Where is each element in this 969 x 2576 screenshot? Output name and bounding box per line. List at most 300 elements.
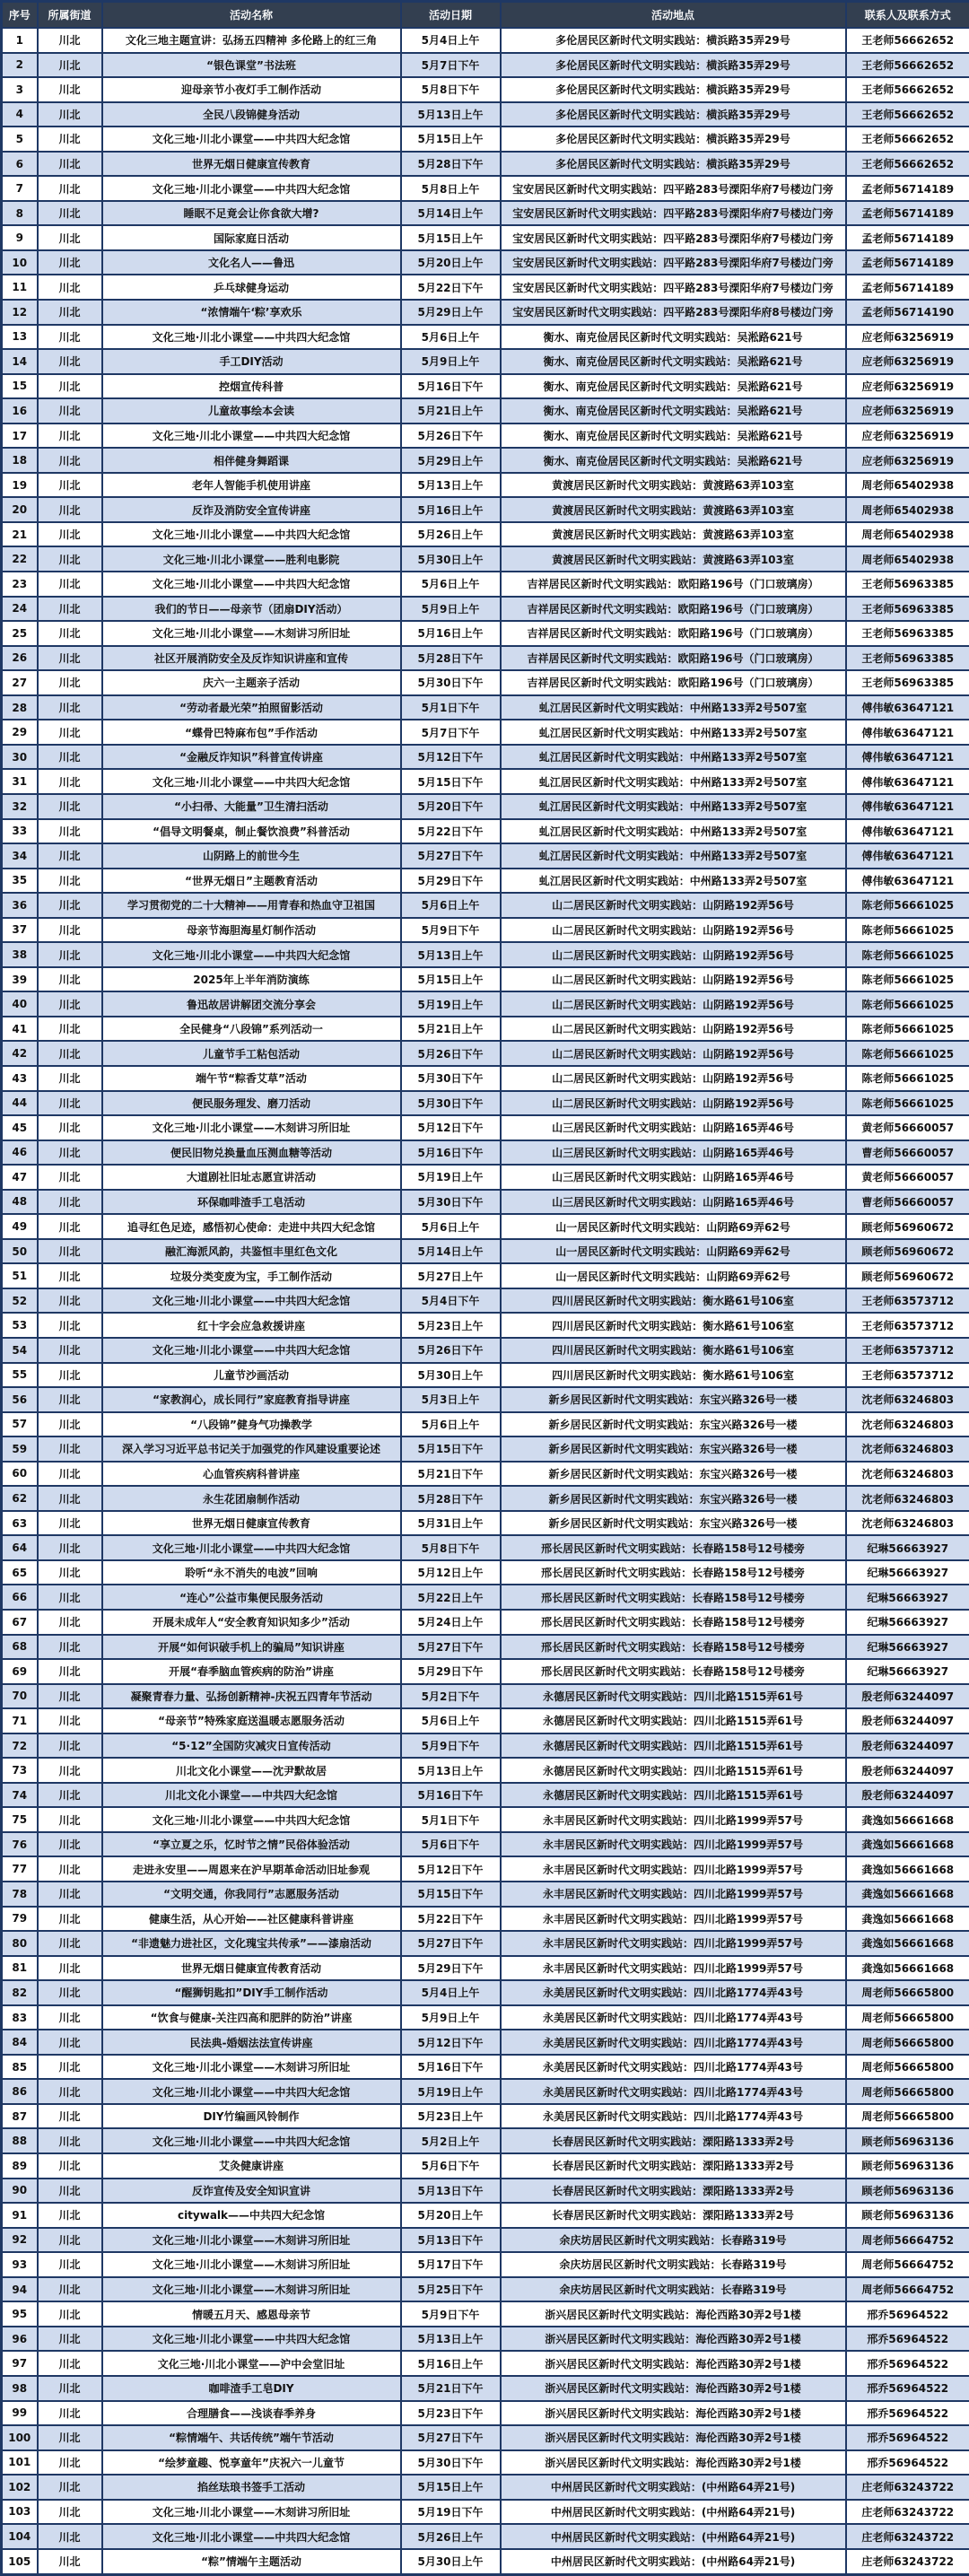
cell-street: 川北 xyxy=(38,1017,102,1042)
cell-location: 宝安居民区新时代文明实践站：四平路283号溧阳华府7号楼边门旁 xyxy=(501,176,846,201)
table-row xyxy=(2,1313,969,1338)
cell-date: 5月13日下午 xyxy=(401,2228,501,2253)
cell-location: 多伦居民区新时代文明实践站：横浜路35弄29号 xyxy=(501,53,846,78)
cell-location: 四川居民区新时代文明实践站：衡水路61号106室 xyxy=(501,1338,846,1363)
cell-no: 50 xyxy=(2,1239,38,1264)
cell-street: 川北 xyxy=(38,176,102,201)
cell-no: 84 xyxy=(2,2030,38,2055)
cell-location: 永丰居民区新时代文明实践站：四川北路1999弄57号 xyxy=(501,1807,846,1832)
cell-no: 32 xyxy=(2,794,38,819)
cell-contact: 顾老师56963136 xyxy=(846,2179,969,2204)
cell-activity-name: 合理膳食——浅谈春季养身 xyxy=(102,2401,401,2426)
cell-no: 97 xyxy=(2,2351,38,2376)
cell-date: 5月8日下午 xyxy=(401,77,501,102)
table-row xyxy=(2,349,969,374)
cell-no: 42 xyxy=(2,1041,38,1066)
cell-contact: 陈老师56661025 xyxy=(846,991,969,1017)
cell-date: 5月7日下午 xyxy=(401,720,501,745)
cell-location: 邢长居民区新时代文明实践站：长春路158号12号楼旁 xyxy=(501,1635,846,1660)
cell-street: 川北 xyxy=(38,2203,102,2228)
cell-contact: 沈老师63246803 xyxy=(846,1412,969,1437)
cell-date: 5月6日上午 xyxy=(401,1214,501,1239)
cell-date: 5月13日上午 xyxy=(401,942,501,967)
cell-activity-name: 文化三地·川北小课堂——木刻讲习所旧址 xyxy=(102,2500,401,2525)
cell-street: 川北 xyxy=(38,1462,102,1487)
cell-no: 48 xyxy=(2,1190,38,1215)
cell-date: 5月22日下午 xyxy=(401,1907,501,1932)
cell-location: 新乡居民区新时代文明实践站：东宝兴路326号一楼 xyxy=(501,1511,846,1536)
table-row xyxy=(2,2401,969,2426)
cell-activity-name: 文化三地主题宣讲：弘扬五四精神 多伦路上的红三角 xyxy=(102,28,401,53)
cell-activity-name: 聆听“永不消失的电波”回响 xyxy=(102,1560,401,1585)
cell-location: 永丰居民区新时代文明实践站：四川北路1999弄57号 xyxy=(501,1882,846,1907)
cell-street: 川北 xyxy=(38,1239,102,1264)
cell-date: 5月27日下午 xyxy=(401,1931,501,1956)
table-row xyxy=(2,843,969,869)
cell-date: 5月13日上午 xyxy=(401,1758,501,1783)
cell-street: 川北 xyxy=(38,1783,102,1808)
cell-street: 川北 xyxy=(38,374,102,399)
cell-date: 5月9日上午 xyxy=(401,349,501,374)
cell-activity-name: 文化三地·川北小课堂——中共四大纪念馆 xyxy=(102,127,401,152)
table-row xyxy=(2,670,969,695)
cell-activity-name: 文化三地·川北小课堂——木刻讲习所旧址 xyxy=(102,2277,401,2302)
cell-contact: 庄老师63243722 xyxy=(846,2549,969,2575)
cell-location: 邢长居民区新时代文明实践站：长春路158号12号楼旁 xyxy=(501,1585,846,1610)
cell-no: 2 xyxy=(2,53,38,78)
cell-date: 5月9日下午 xyxy=(401,2301,501,2327)
cell-street: 川北 xyxy=(38,1486,102,1511)
cell-activity-name: 全民健身“八段锦”系列活动一 xyxy=(102,1017,401,1042)
table-header xyxy=(2,2,969,29)
cell-location: 中州居民区新时代文明实践站：(中州路64弄21号) xyxy=(501,2549,846,2575)
cell-activity-name: 文化名人——鲁迅 xyxy=(102,250,401,275)
table-row xyxy=(2,1165,969,1190)
table-row xyxy=(2,176,969,201)
cell-location: 长春居民区新时代文明实践站：溧阳路1333弄2号 xyxy=(501,2153,846,2179)
cell-location: 黄渡居民区新时代文明实践站：黄渡路63弄103室 xyxy=(501,522,846,547)
cell-activity-name: 儿童节手工粘包活动 xyxy=(102,1041,401,1066)
cell-street: 川北 xyxy=(38,2079,102,2104)
table-row xyxy=(2,1066,969,1091)
table-row xyxy=(2,1140,969,1166)
cell-street: 川北 xyxy=(38,843,102,869)
cell-date: 5月12日下午 xyxy=(401,1115,501,1140)
cell-date: 5月20日上午 xyxy=(401,250,501,275)
cell-activity-name: 文化三地·川北小课堂——中共四大纪念馆 xyxy=(102,572,401,597)
cell-activity-name: 便民旧物兑换量血压测血糖等活动 xyxy=(102,1140,401,1166)
table-row xyxy=(2,325,969,350)
column-header-date: 活动日期 xyxy=(401,2,501,29)
cell-activity-name: 2025年上半年消防演练 xyxy=(102,967,401,992)
cell-location: 四川居民区新时代文明实践站：衡水路61号106室 xyxy=(501,1288,846,1314)
table-row xyxy=(2,2030,969,2055)
cell-activity-name: 咖啡渣手工皂DIY xyxy=(102,2376,401,2401)
table-row xyxy=(2,152,969,177)
cell-location: 中州居民区新时代文明实践站：(中州路64弄21号) xyxy=(501,2475,846,2500)
cell-contact: 龚逸如56661668 xyxy=(846,1807,969,1832)
cell-date: 5月15日下午 xyxy=(401,769,501,794)
cell-location: 邢长居民区新时代文明实践站：长春路158号12号楼旁 xyxy=(501,1560,846,1585)
cell-activity-name: 迎母亲节小夜灯手工制作活动 xyxy=(102,77,401,102)
cell-date: 5月28日下午 xyxy=(401,646,501,671)
cell-activity-name: 文化三地·川北小课堂——木刻讲习所旧址 xyxy=(102,2228,401,2253)
table-row xyxy=(2,2079,969,2104)
cell-street: 川北 xyxy=(38,2277,102,2302)
table-row xyxy=(2,2179,969,2204)
cell-activity-name: “醒狮钥匙扣”DIY手工制作活动 xyxy=(102,1980,401,2005)
cell-no: 92 xyxy=(2,2228,38,2253)
cell-location: 四川居民区新时代文明实践站：衡水路61号106室 xyxy=(501,1363,846,1388)
cell-no: 11 xyxy=(2,275,38,300)
cell-no: 64 xyxy=(2,1535,38,1560)
cell-street: 川北 xyxy=(38,1066,102,1091)
cell-activity-name: 世界无烟日健康宣传教育活动 xyxy=(102,1956,401,1981)
cell-date: 5月26日下午 xyxy=(401,1041,501,1066)
cell-activity-name: 开展未成年人“安全教育知识知多少”活动 xyxy=(102,1610,401,1635)
cell-contact: 陈老师56661025 xyxy=(846,918,969,943)
table-row xyxy=(2,1882,969,1907)
cell-location: 永美居民区新时代文明实践站：四川北路1774弄43号 xyxy=(501,2030,846,2055)
cell-location: 虬江居民区新时代文明实践站：中州路133弄2号507室 xyxy=(501,843,846,869)
cell-street: 川北 xyxy=(38,1535,102,1560)
cell-street: 川北 xyxy=(38,398,102,424)
cell-no: 67 xyxy=(2,1610,38,1635)
cell-activity-name: “浓情端午‘粽’享欢乐 xyxy=(102,300,401,325)
cell-date: 5月30日下午 xyxy=(401,2450,501,2476)
cell-date: 5月4日上午 xyxy=(401,28,501,53)
cell-no: 105 xyxy=(2,2549,38,2575)
cell-contact: 王老师56662652 xyxy=(846,102,969,127)
cell-date: 5月1日下午 xyxy=(401,1807,501,1832)
cell-location: 多伦居民区新时代文明实践站：横浜路35弄29号 xyxy=(501,28,846,53)
table-row xyxy=(2,250,969,275)
cell-contact: 陈老师56661025 xyxy=(846,942,969,967)
cell-no: 38 xyxy=(2,942,38,967)
cell-activity-name: 鲁迅故居讲解团交流分享会 xyxy=(102,991,401,1017)
cell-activity-name: 垃圾分类变废为宝，手工制作活动 xyxy=(102,1263,401,1288)
cell-location: 永丰居民区新时代文明实践站：四川北路1999弄57号 xyxy=(501,1956,846,1981)
cell-no: 75 xyxy=(2,1807,38,1832)
cell-street: 川北 xyxy=(38,53,102,78)
cell-date: 5月26日下午 xyxy=(401,424,501,449)
cell-location: 四川居民区新时代文明实践站：衡水路61号106室 xyxy=(501,1313,846,1338)
cell-location: 浙兴居民区新时代文明实践站：海伦西路30弄2号1楼 xyxy=(501,2376,846,2401)
cell-activity-name: 手工DIY活动 xyxy=(102,349,401,374)
cell-date: 5月16日下午 xyxy=(401,2055,501,2080)
cell-activity-name: 文化三地·川北小课堂——中共四大纪念馆 xyxy=(102,1807,401,1832)
cell-location: 山三居民区新时代文明实践站：山阴路165弄46号 xyxy=(501,1165,846,1190)
cell-date: 5月30日上午 xyxy=(401,2549,501,2575)
cell-no: 63 xyxy=(2,1511,38,1536)
cell-street: 川北 xyxy=(38,325,102,350)
cell-activity-name: 控烟宣传科普 xyxy=(102,374,401,399)
cell-contact: 应老师63256919 xyxy=(846,374,969,399)
cell-location: 永美居民区新时代文明实践站：四川北路1774弄43号 xyxy=(501,2055,846,2080)
cell-no: 3 xyxy=(2,77,38,102)
cell-no: 29 xyxy=(2,720,38,745)
cell-street: 川北 xyxy=(38,2351,102,2376)
cell-date: 5月27日上午 xyxy=(401,1263,501,1288)
cell-street: 川北 xyxy=(38,819,102,844)
cell-activity-name: 开展“如何识破手机上的骗局”知识讲座 xyxy=(102,1635,401,1660)
cell-street: 川北 xyxy=(38,546,102,572)
cell-no: 28 xyxy=(2,695,38,720)
table-body xyxy=(2,28,969,2575)
cell-location: 永美居民区新时代文明实践站：四川北路1774弄43号 xyxy=(501,2079,846,2104)
cell-street: 川北 xyxy=(38,1585,102,1610)
cell-date: 5月14日上午 xyxy=(401,201,501,226)
cell-no: 47 xyxy=(2,1165,38,1190)
cell-no: 10 xyxy=(2,250,38,275)
cell-activity-name: DIY竹编画风铃制作 xyxy=(102,2104,401,2129)
cell-no: 14 xyxy=(2,349,38,374)
cell-date: 5月14日上午 xyxy=(401,1239,501,1264)
cell-no: 21 xyxy=(2,522,38,547)
table-row xyxy=(2,2128,969,2153)
cell-contact: 沈老师63246803 xyxy=(846,1387,969,1412)
cell-contact: 周老师56664752 xyxy=(846,2252,969,2277)
cell-location: 黄渡居民区新时代文明实践站：黄渡路63弄103室 xyxy=(501,473,846,498)
table-row xyxy=(2,1783,969,1808)
cell-street: 川北 xyxy=(38,1436,102,1462)
cell-date: 5月27日下午 xyxy=(401,1635,501,1660)
table-row xyxy=(2,102,969,127)
cell-date: 5月16日下午 xyxy=(401,1783,501,1808)
cell-contact: 顾老师56960672 xyxy=(846,1214,969,1239)
cell-location: 永美居民区新时代文明实践站：四川北路1774弄43号 xyxy=(501,2005,846,2030)
cell-location: 衡水、南克俭居民区新时代文明实践站：吴淞路621号 xyxy=(501,325,846,350)
cell-activity-name: 川北文化小课堂——沈尹默故居 xyxy=(102,1758,401,1783)
cell-no: 89 xyxy=(2,2153,38,2179)
cell-location: 山一居民区新时代文明实践站：山阴路69弄62号 xyxy=(501,1263,846,1288)
cell-activity-name: 文化三地·川北小课堂——中共四大纪念馆 xyxy=(102,522,401,547)
cell-location: 多伦居民区新时代文明实践站：横浜路35弄29号 xyxy=(501,152,846,177)
cell-date: 5月6日上午 xyxy=(401,325,501,350)
cell-activity-name: 川北文化小课堂——中共四大纪念馆 xyxy=(102,1783,401,1808)
cell-date: 5月6日下午 xyxy=(401,2153,501,2179)
cell-activity-name: 健康生活，从心开始——社区健康科普讲座 xyxy=(102,1907,401,1932)
cell-street: 川北 xyxy=(38,1907,102,1932)
table-row xyxy=(2,1462,969,1487)
cell-contact: 殷老师63244097 xyxy=(846,1758,969,1783)
cell-location: 山二居民区新时代文明实践站：山阴路192弄56号 xyxy=(501,1017,846,1042)
cell-no: 53 xyxy=(2,1313,38,1338)
cell-contact: 纪琳56663927 xyxy=(846,1560,969,1585)
cell-location: 浙兴居民区新时代文明实践站：海伦西路30弄2号1楼 xyxy=(501,2450,846,2476)
cell-location: 余庆坊居民区新时代文明实践站：长春路319号 xyxy=(501,2228,846,2253)
cell-street: 川北 xyxy=(38,275,102,300)
cell-location: 多伦居民区新时代文明实践站：横浜路35弄29号 xyxy=(501,102,846,127)
table-row xyxy=(2,1956,969,1981)
column-header-no: 序号 xyxy=(2,2,38,29)
cell-contact: 周老师56665800 xyxy=(846,2104,969,2129)
cell-street: 川北 xyxy=(38,720,102,745)
cell-date: 5月15日上午 xyxy=(401,2475,501,2500)
cell-date: 5月29日上午 xyxy=(401,300,501,325)
cell-activity-name: “金融反诈知识”科普宣传讲座 xyxy=(102,745,401,770)
cell-activity-name: “5·12”全国防灾减灾日宣传活动 xyxy=(102,1733,401,1759)
cell-date: 5月20日上午 xyxy=(401,2203,501,2228)
cell-street: 川北 xyxy=(38,1610,102,1635)
cell-activity-name: 便民服务理发、磨刀活动 xyxy=(102,1091,401,1116)
cell-activity-name: “世界无烟日”主题教育活动 xyxy=(102,869,401,894)
cell-location: 虬江居民区新时代文明实践站：中州路133弄2号507室 xyxy=(501,695,846,720)
table-row xyxy=(2,2524,969,2549)
cell-contact: 纪琳56663927 xyxy=(846,1635,969,1660)
table-row xyxy=(2,2450,969,2476)
cell-contact: 周老师65402938 xyxy=(846,497,969,522)
cell-contact: 孟老师56714189 xyxy=(846,201,969,226)
cell-contact: 周老师56665800 xyxy=(846,1980,969,2005)
cell-activity-name: 文化三地·川北小课堂——中共四大纪念馆 xyxy=(102,424,401,449)
cell-no: 52 xyxy=(2,1288,38,1314)
cell-contact: 傅伟敏63647121 xyxy=(846,843,969,869)
cell-contact: 王老师56963385 xyxy=(846,670,969,695)
cell-no: 36 xyxy=(2,893,38,918)
cell-date: 5月13日下午 xyxy=(401,2179,501,2204)
cell-street: 川北 xyxy=(38,597,102,622)
cell-no: 103 xyxy=(2,2500,38,2525)
cell-date: 5月19日上午 xyxy=(401,2079,501,2104)
cell-date: 5月29日下午 xyxy=(401,869,501,894)
cell-location: 山三居民区新时代文明实践站：山阴路165弄46号 xyxy=(501,1190,846,1215)
cell-date: 5月6日上午 xyxy=(401,1708,501,1733)
cell-activity-name: “八段锦”健身气功操教学 xyxy=(102,1412,401,1437)
cell-contact: 黄老师56660057 xyxy=(846,1165,969,1190)
cell-date: 5月25日下午 xyxy=(401,2277,501,2302)
table-row xyxy=(2,2153,969,2179)
cell-date: 5月31日上午 xyxy=(401,1511,501,1536)
cell-contact: 龚逸如56661668 xyxy=(846,1856,969,1882)
cell-street: 川北 xyxy=(38,424,102,449)
cell-street: 川北 xyxy=(38,769,102,794)
cell-street: 川北 xyxy=(38,1387,102,1412)
cell-date: 5月12日下午 xyxy=(401,1856,501,1882)
cell-location: 衡水、南克俭居民区新时代文明实践站：吴淞路621号 xyxy=(501,398,846,424)
table-row xyxy=(2,424,969,449)
cell-contact: 邢乔56964522 xyxy=(846,2301,969,2327)
cell-street: 川北 xyxy=(38,1288,102,1314)
table-row xyxy=(2,1807,969,1832)
cell-contact: 陈老师56661025 xyxy=(846,1017,969,1042)
cell-activity-name: 文化三地·川北小课堂——木刻讲习所旧址 xyxy=(102,2055,401,2080)
cell-contact: 傅伟敏63647121 xyxy=(846,720,969,745)
cell-date: 5月8日上午 xyxy=(401,176,501,201)
cell-location: 吉祥居民区新时代文明实践站：欧阳路196号（门口玻璃房） xyxy=(501,646,846,671)
cell-date: 5月30日下午 xyxy=(401,1091,501,1116)
cell-location: 山二居民区新时代文明实践站：山阴路192弄56号 xyxy=(501,1066,846,1091)
cell-contact: 王老师56662652 xyxy=(846,127,969,152)
cell-street: 川北 xyxy=(38,942,102,967)
cell-contact: 傅伟敏63647121 xyxy=(846,819,969,844)
cell-no: 76 xyxy=(2,1832,38,1857)
table-row xyxy=(2,1980,969,2005)
table-row xyxy=(2,918,969,943)
cell-activity-name: “劳动者最光荣”拍照留影活动 xyxy=(102,695,401,720)
table-row xyxy=(2,2475,969,2500)
cell-street: 川北 xyxy=(38,1511,102,1536)
cell-location: 吉祥居民区新时代文明实践站：欧阳路196号（门口玻璃房） xyxy=(501,670,846,695)
cell-activity-name: “母亲节”特殊家庭送温暖志愿服务活动 xyxy=(102,1708,401,1733)
cell-contact: 庄老师63243722 xyxy=(846,2500,969,2525)
cell-location: 衡水、南克俭居民区新时代文明实践站：吴淞路621号 xyxy=(501,349,846,374)
cell-no: 78 xyxy=(2,1882,38,1907)
cell-street: 川北 xyxy=(38,473,102,498)
cell-street: 川北 xyxy=(38,1635,102,1660)
cell-no: 54 xyxy=(2,1338,38,1363)
cell-activity-name: 文化三地·川北小课堂——木刻讲习所旧址 xyxy=(102,1115,401,1140)
cell-date: 5月6日上午 xyxy=(401,893,501,918)
cell-activity-name: 文化三地·川北小课堂——中共四大纪念馆 xyxy=(102,2128,401,2153)
cell-no: 65 xyxy=(2,1560,38,1585)
table-row xyxy=(2,1585,969,1610)
cell-contact: 邢乔56964522 xyxy=(846,2327,969,2352)
cell-street: 川北 xyxy=(38,28,102,53)
cell-contact: 王老师56963385 xyxy=(846,646,969,671)
cell-no: 7 xyxy=(2,176,38,201)
cell-date: 5月2日下午 xyxy=(401,1684,501,1709)
cell-no: 51 xyxy=(2,1263,38,1288)
table-row xyxy=(2,967,969,992)
table-row xyxy=(2,819,969,844)
cell-street: 川北 xyxy=(38,1931,102,1956)
cell-contact: 傅伟敏63647121 xyxy=(846,769,969,794)
cell-date: 5月12日下午 xyxy=(401,745,501,770)
table-row xyxy=(2,1856,969,1882)
cell-contact: 曹老师56660057 xyxy=(846,1190,969,1215)
cell-street: 川北 xyxy=(38,1140,102,1166)
cell-contact: 傅伟敏63647121 xyxy=(846,869,969,894)
cell-no: 101 xyxy=(2,2450,38,2476)
table-row xyxy=(2,1733,969,1759)
cell-location: 虬江居民区新时代文明实践站：中州路133弄2号507室 xyxy=(501,769,846,794)
cell-contact: 王老师56963385 xyxy=(846,572,969,597)
cell-activity-name: 环保咖啡渣手工皂活动 xyxy=(102,1190,401,1215)
cell-date: 5月3日上午 xyxy=(401,1387,501,1412)
cell-no: 94 xyxy=(2,2277,38,2302)
cell-date: 5月21日上午 xyxy=(401,398,501,424)
cell-activity-name: 庆六一主题亲子活动 xyxy=(102,670,401,695)
cell-date: 5月20日下午 xyxy=(401,794,501,819)
cell-date: 5月23日上午 xyxy=(401,2104,501,2129)
cell-activity-name: 山阴路上的前世今生 xyxy=(102,843,401,869)
cell-street: 川北 xyxy=(38,1733,102,1759)
cell-no: 24 xyxy=(2,597,38,622)
cell-street: 川北 xyxy=(38,1832,102,1857)
cell-no: 41 xyxy=(2,1017,38,1042)
table-row xyxy=(2,2203,969,2228)
table-row xyxy=(2,201,969,226)
cell-no: 25 xyxy=(2,621,38,646)
cell-no: 62 xyxy=(2,1486,38,1511)
table-row xyxy=(2,2055,969,2080)
cell-contact: 周老师65402938 xyxy=(846,522,969,547)
cell-location: 山二居民区新时代文明实践站：山阴路192弄56号 xyxy=(501,967,846,992)
table-row xyxy=(2,2277,969,2302)
table-row xyxy=(2,2500,969,2525)
cell-street: 川北 xyxy=(38,869,102,894)
cell-location: 永丰居民区新时代文明实践站：四川北路1999弄57号 xyxy=(501,1907,846,1932)
cell-date: 5月15日上午 xyxy=(401,127,501,152)
cell-activity-name: “倡导文明餐桌，制止餐饮浪费”科普活动 xyxy=(102,819,401,844)
table-row xyxy=(2,1263,969,1288)
cell-street: 川北 xyxy=(38,1041,102,1066)
cell-no: 20 xyxy=(2,497,38,522)
cell-contact: 黄老师56660057 xyxy=(846,1115,969,1140)
cell-contact: 龚逸如56661668 xyxy=(846,1832,969,1857)
cell-location: 永德居民区新时代文明实践站：四川北路1515弄61号 xyxy=(501,1708,846,1733)
